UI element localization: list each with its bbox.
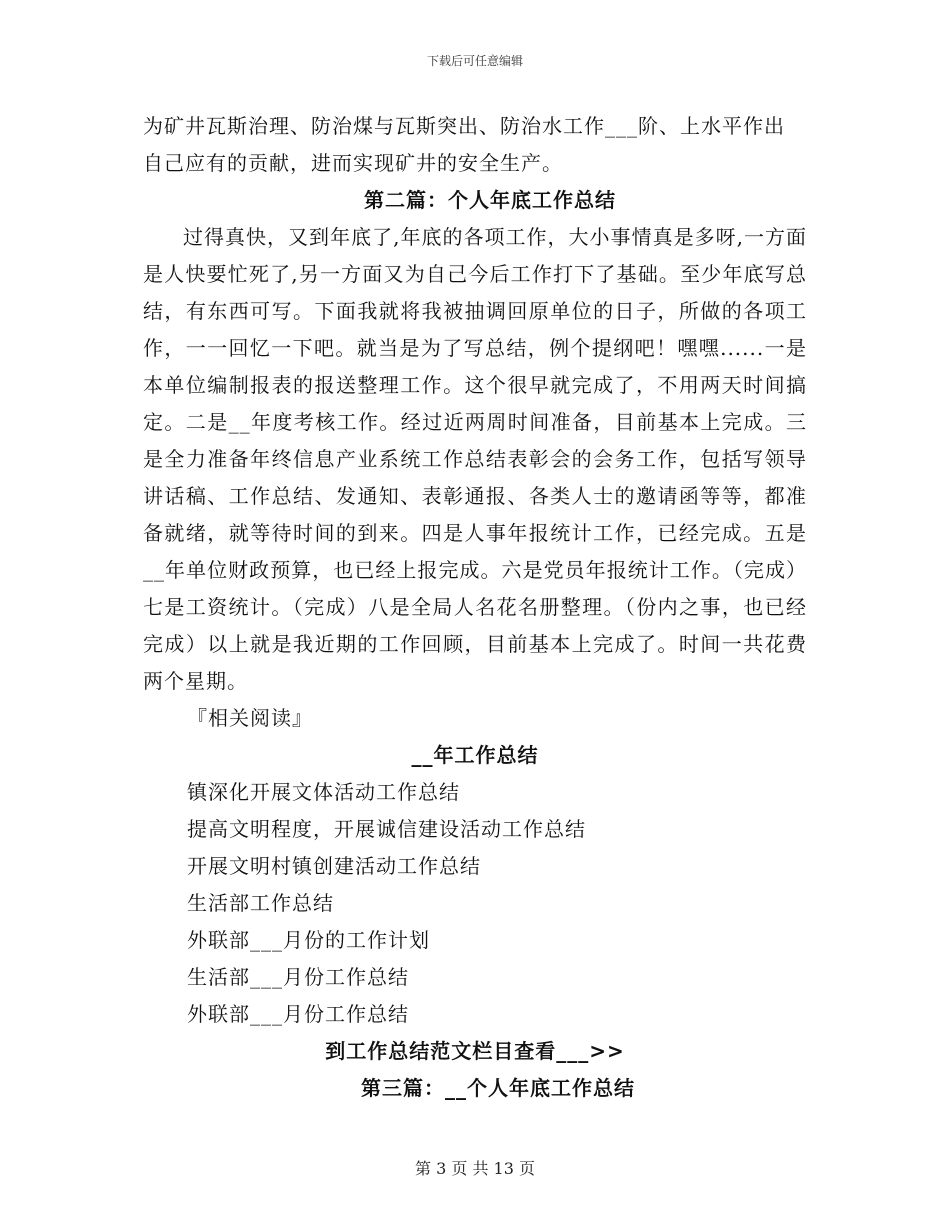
section-2-paragraph: 过得真快，又到年底了,年底的各项工作，大小事情真是多呀,一方面是人快要忙死了,另一方面又为自己今后工作打下了基础。至少年底写总结，有东西可写。下面我就将我被抽调回原单位的日子，所做的各项工作，一一回忆一下吧。就当是为了写总结，例个提纲吧！嘿嘿......一是本单位编制报表的报送整理工作。这个很早就完成了，不用两天时间搞定。二是__年度考核工作。经过近两周时间准备，目前基本上完成。三是全力准备年终信息产业系统工作总结表彰会的会务工作，包括写领导讲话稿、工作总结、发通知、表彰通报、各类人士的邀请函等等，都准备就绪，就等待时间的到来。四是人事年报统计工作，已经完成。五是__年单位财政预算，也已经上报完成。六是党员年报统计工作。（完成）七是工资统计。（完成）八是全局人名花名册整理。（份内之事，也已经完成）以上就是我近期的工作回顾，目前基本上完成了。时间一共花费两个星期。 (143, 225, 807, 693)
related-link[interactable]: 外联部___月份的工作计划 (187, 928, 430, 952)
document-body (143, 108, 807, 1107)
related-link[interactable]: 开展文明村镇创建活动工作总结 (187, 854, 481, 878)
related-link[interactable]: 生活部工作总结 (187, 891, 334, 915)
related-link[interactable]: 生活部___月份工作总结 (187, 965, 409, 989)
more-link[interactable]: 到工作总结范文栏目查看___>> (325, 1039, 625, 1063)
section-2-heading: 第二篇：个人年底工作总结 (364, 188, 616, 212)
page-number: 第 3 页 共 13 页 (415, 1159, 535, 1178)
related-link[interactable]: 提高文明程度，开展诚信建设活动工作总结 (187, 817, 586, 841)
related-link[interactable]: 外联部___月份工作总结 (187, 1002, 409, 1026)
page-header: 下载后可任意编辑 (426, 54, 523, 68)
related-heading: __年工作总结 (411, 743, 539, 767)
related-links-list (143, 774, 807, 1033)
intro-line-1: 为矿井瓦斯治理、防治煤与瓦斯突出、防治水工作___阶、上水平作出 (143, 114, 785, 138)
related-reading-label: 『相关阅读』 (187, 706, 313, 730)
section-3-heading: 第三篇：__个人年底工作总结 (361, 1076, 635, 1100)
intro-line-2: 自己应有的贡献，进而实现矿井的安全生产。 (143, 151, 563, 175)
related-link[interactable]: 镇深化开展文体活动工作总结 (187, 780, 460, 804)
